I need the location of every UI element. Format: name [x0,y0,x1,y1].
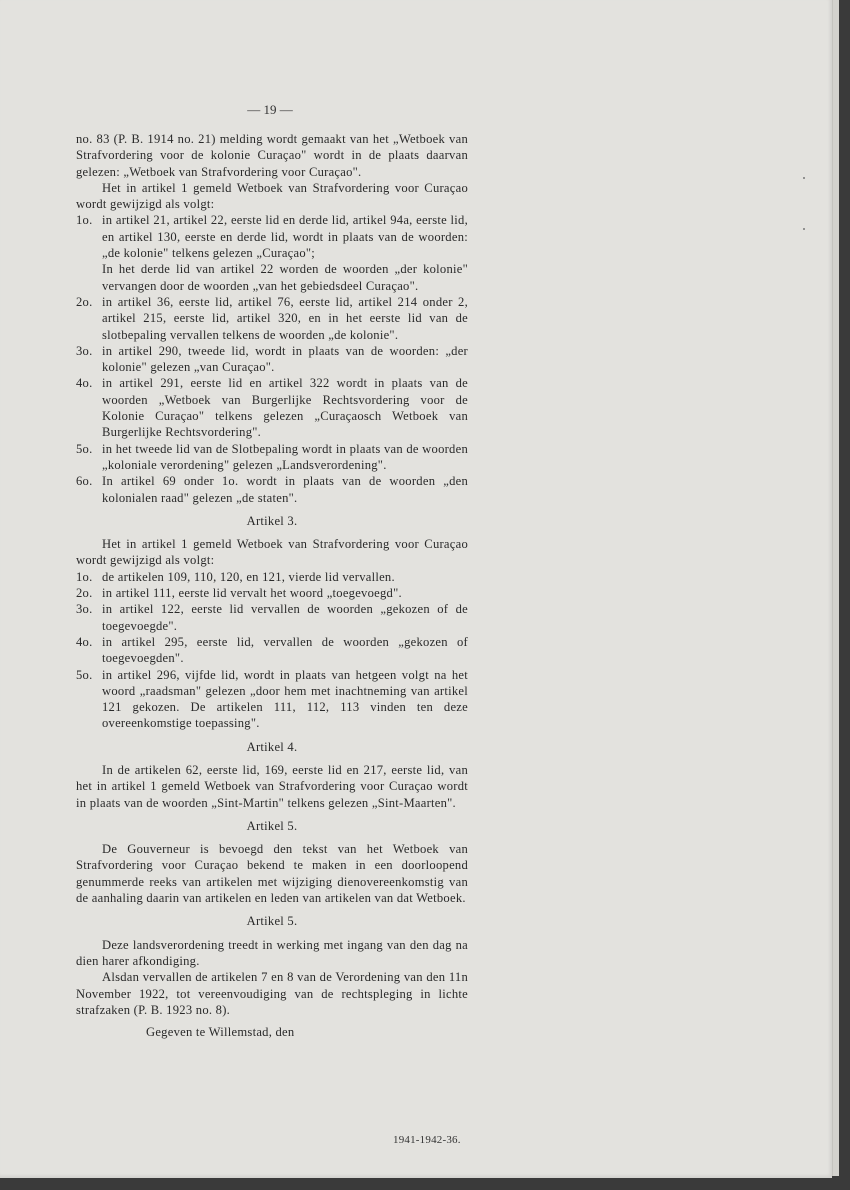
paragraph: Alsdan vervallen de artikelen 7 en 8 van de Verordening van den 11n November 1922, tot vereenvoudiging van de rechtspleging in lichte strafzaken (P. B. 1923 no. 8). [76,970,468,1017]
item-number: 3o. [76,602,93,617]
heading-artikel-3: Artikel 3. [246,513,298,528]
list-item [76,294,468,343]
list-item [76,585,468,601]
item-number [76,261,102,294]
item-text: in artikel 291, eerste lid en artikel 322 wordt in plaats van de woorden „Wetboek van Burgerlijke Rechtsvordering voor de Kolonie Curaçao" telkens gelezen „Curaçaosch Wetboek van Burgerlijke Rechtsvordering". [102,376,468,440]
item-text: de artikelen 109, 110, 120, en 121, vierde lid vervallen. [102,569,395,584]
list-item [76,634,468,667]
list-item [76,441,468,474]
item-number: 3o. [76,343,93,358]
paragraph: Het in artikel 1 gemeld Wetboek van Strafvordering voor Curaçao wordt gewijzigd als volgt: [76,180,468,212]
list-item [76,569,468,585]
item-number: 1o. [76,569,93,584]
paragraph: De Gouverneur is bevoegd den tekst van het Wetboek van Strafvordering voor Curaçao bekend te maken in een doorloopend genummerde reeks van artikelen met wijziging dienovereenkomstig van de aanhaling daarin van artikelen en leden van artikelen van dat Wetboek. [76,842,468,906]
item-number: 2o. [76,294,93,309]
item-number: 5o. [76,667,93,682]
page-edge [832,0,839,1176]
item-text: in artikel 21, artikel 22, eerste lid en derde lid, artikel 94a, eerste lid, en artikel 130, eerste en derde lid, wordt in plaats van de woorden: „de kolonie" telkens gelezen „Curaçao"; [102,213,468,261]
amendment-list-1 [76,212,468,505]
item-number: 5o. [76,441,93,456]
page-number: — 19 — [247,102,293,117]
list-item [76,601,468,634]
item-number: 2o. [76,586,93,601]
amendment-list-2 [76,569,468,732]
item-text: in het tweede lid van de Slotbepaling wordt in plaats van de woorden „koloniale verordening" gelezen „Landsverordening". [102,441,468,472]
item-text: in artikel 111, eerste lid vervalt het woord „toegevoegd". [102,586,402,601]
item-number: 4o. [76,634,93,649]
item-number: 6o. [76,474,93,489]
list-item [76,343,468,376]
paper-speck [803,228,805,230]
body-text [76,131,468,1040]
paragraph: no. 83 (P. B. 1914 no. 21) melding wordt gemaakt van het „Wetboek van Strafvordering voor de kolonie Curaçao" wordt in de plaats daarvan gelezen: „Wetboek van Strafvordering voor Curaçao". [76,132,468,179]
list-item [76,375,468,440]
item-text: in artikel 36, eerste lid, artikel 76, eerste lid, artikel 214 onder 2, artikel 215, eerste lid, artikel 320, en in het eerste lid van de slotbepaling vervallen telkens de woorden „de kolonie". [102,294,468,342]
list-item [76,473,468,506]
list-item [76,212,468,261]
paragraph: Het in artikel 1 gemeld Wetboek van Strafvordering voor Curaçao wordt gewijzigd als volgt: [76,537,468,568]
heading-artikel-4: Artikel 4. [246,739,298,754]
item-text: in artikel 296, vijfde lid, wordt in plaats van hetgeen volgt na het woord „raadsman" gelezen „door hem met inachtneming van artikel 121 gekozen. De artikelen 111, 112, 113 vinden ten deze overeenkomstige toepassing". [102,667,468,731]
item-text: in artikel 290, tweede lid, wordt in plaats van de woorden: „der kolonie" gelezen „van Curaçao". [102,343,468,375]
list-item [76,261,468,294]
item-text: in artikel 122, eerste lid vervallen de woorden „gekozen of de toegevoegde". [102,602,468,633]
item-text: in artikel 295, eerste lid, vervallen de woorden „gekozen of toegevoegden". [102,634,468,666]
item-number: 4o. [76,376,93,391]
paper-speck [803,177,805,179]
heading-artikel-5b: Artikel 5. [246,914,298,929]
heading-artikel-5a: Artikel 5. [246,818,298,833]
list-item [76,667,468,732]
item-text: In artikel 69 onder 1o. wordt in plaats van de woorden „den kolonialen raad" gelezen „de staten". [102,474,468,505]
item-number: 1o. [76,213,93,228]
document-reference: 1941-1942-36. [393,1134,461,1146]
paragraph: In de artikelen 62, eerste lid, 169, eerste lid en 217, eerste lid, van het in artikel 1 gemeld Wetboek van Strafvordering voor Curaçao wordt in plaats van de woorden „Sint-Martin" telkens gelezen „Sint-Maarten". [76,762,468,810]
paragraph: Deze landsverordening treedt in werking met ingang van den dag na dien harer afkondiging. [76,937,468,968]
item-text: In het derde lid van artikel 22 worden de woorden „der kolonie" vervangen door de woorden „van het gebiedsdeel Curaçao". [102,262,468,293]
signature-line: Gegeven te Willemstad, den [146,1025,295,1040]
